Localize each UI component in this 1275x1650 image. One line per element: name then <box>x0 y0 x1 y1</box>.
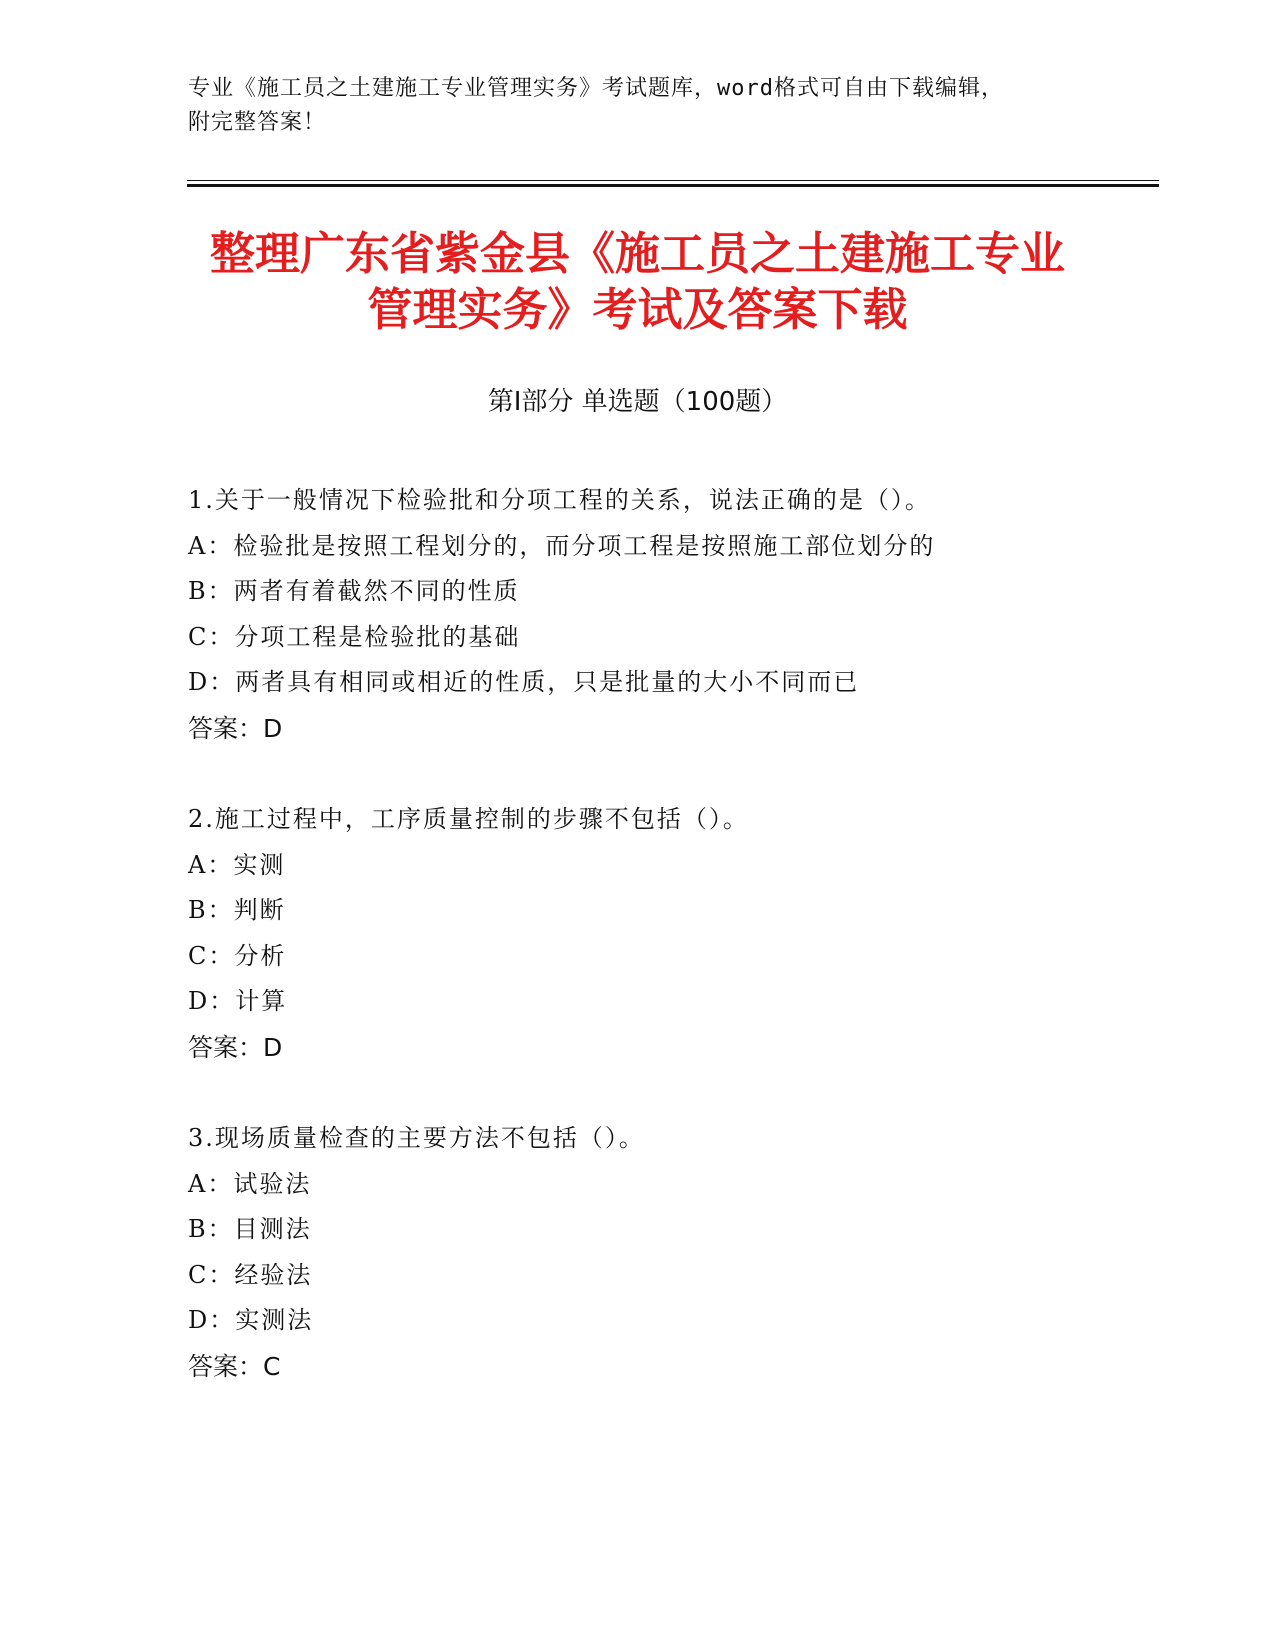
option-d: D：计算 <box>188 987 288 1015</box>
option-c: C：分析 <box>188 941 287 970</box>
question-item <box>188 797 1148 1070</box>
header-note <box>188 72 1088 140</box>
header-divider-thin <box>187 180 1159 181</box>
option-d: D：两者具有相同或相近的性质，只是批量的大小不同而已 <box>188 668 860 696</box>
question-stem: 2.施工过程中，工序质量控制的步骤不包括（）。 <box>188 805 749 833</box>
option-b: B：两者有着截然不同的性质 <box>188 577 520 605</box>
option-b: B：目测法 <box>188 1215 312 1243</box>
question-list <box>188 478 1148 1435</box>
question-stem: 1.关于一般情况下检验批和分项工程的关系，说法正确的是（）。 <box>188 486 931 514</box>
document-title-line-1: 整理广东省紫金县《施工员之土建施工专业 <box>209 227 1065 280</box>
header-note-line-1: 专业《施工员之土建施工专业管理实务》考试题库，word格式可自由下载编辑， <box>188 76 1004 101</box>
question-item <box>188 1116 1148 1389</box>
option-a: A：检验批是按照工程划分的，而分项工程是按照施工部位划分的 <box>188 531 936 560</box>
option-a: A：试验法 <box>188 1169 312 1198</box>
document-title-line-2: 管理实务》考试及答案下载 <box>367 283 908 336</box>
question-item <box>188 478 1148 751</box>
answer-line: 答案：D <box>188 713 283 743</box>
answer-line: 答案：C <box>188 1351 281 1381</box>
header-divider-thick <box>187 184 1159 187</box>
option-d: D：实测法 <box>188 1306 314 1334</box>
document-title <box>150 226 1125 338</box>
answer-line: 答案：D <box>188 1032 283 1062</box>
option-a: A：实测 <box>188 850 286 879</box>
question-stem: 3.现场质量检查的主要方法不包括（）。 <box>188 1124 645 1152</box>
option-b: B：判断 <box>188 896 286 924</box>
option-c: C：分项工程是检验批的基础 <box>188 622 521 651</box>
option-c: C：经验法 <box>188 1260 313 1289</box>
section-title: 第Ⅰ部分 单选题（100题） <box>487 387 788 417</box>
header-note-line-2: 附完整答案！ <box>188 110 327 135</box>
